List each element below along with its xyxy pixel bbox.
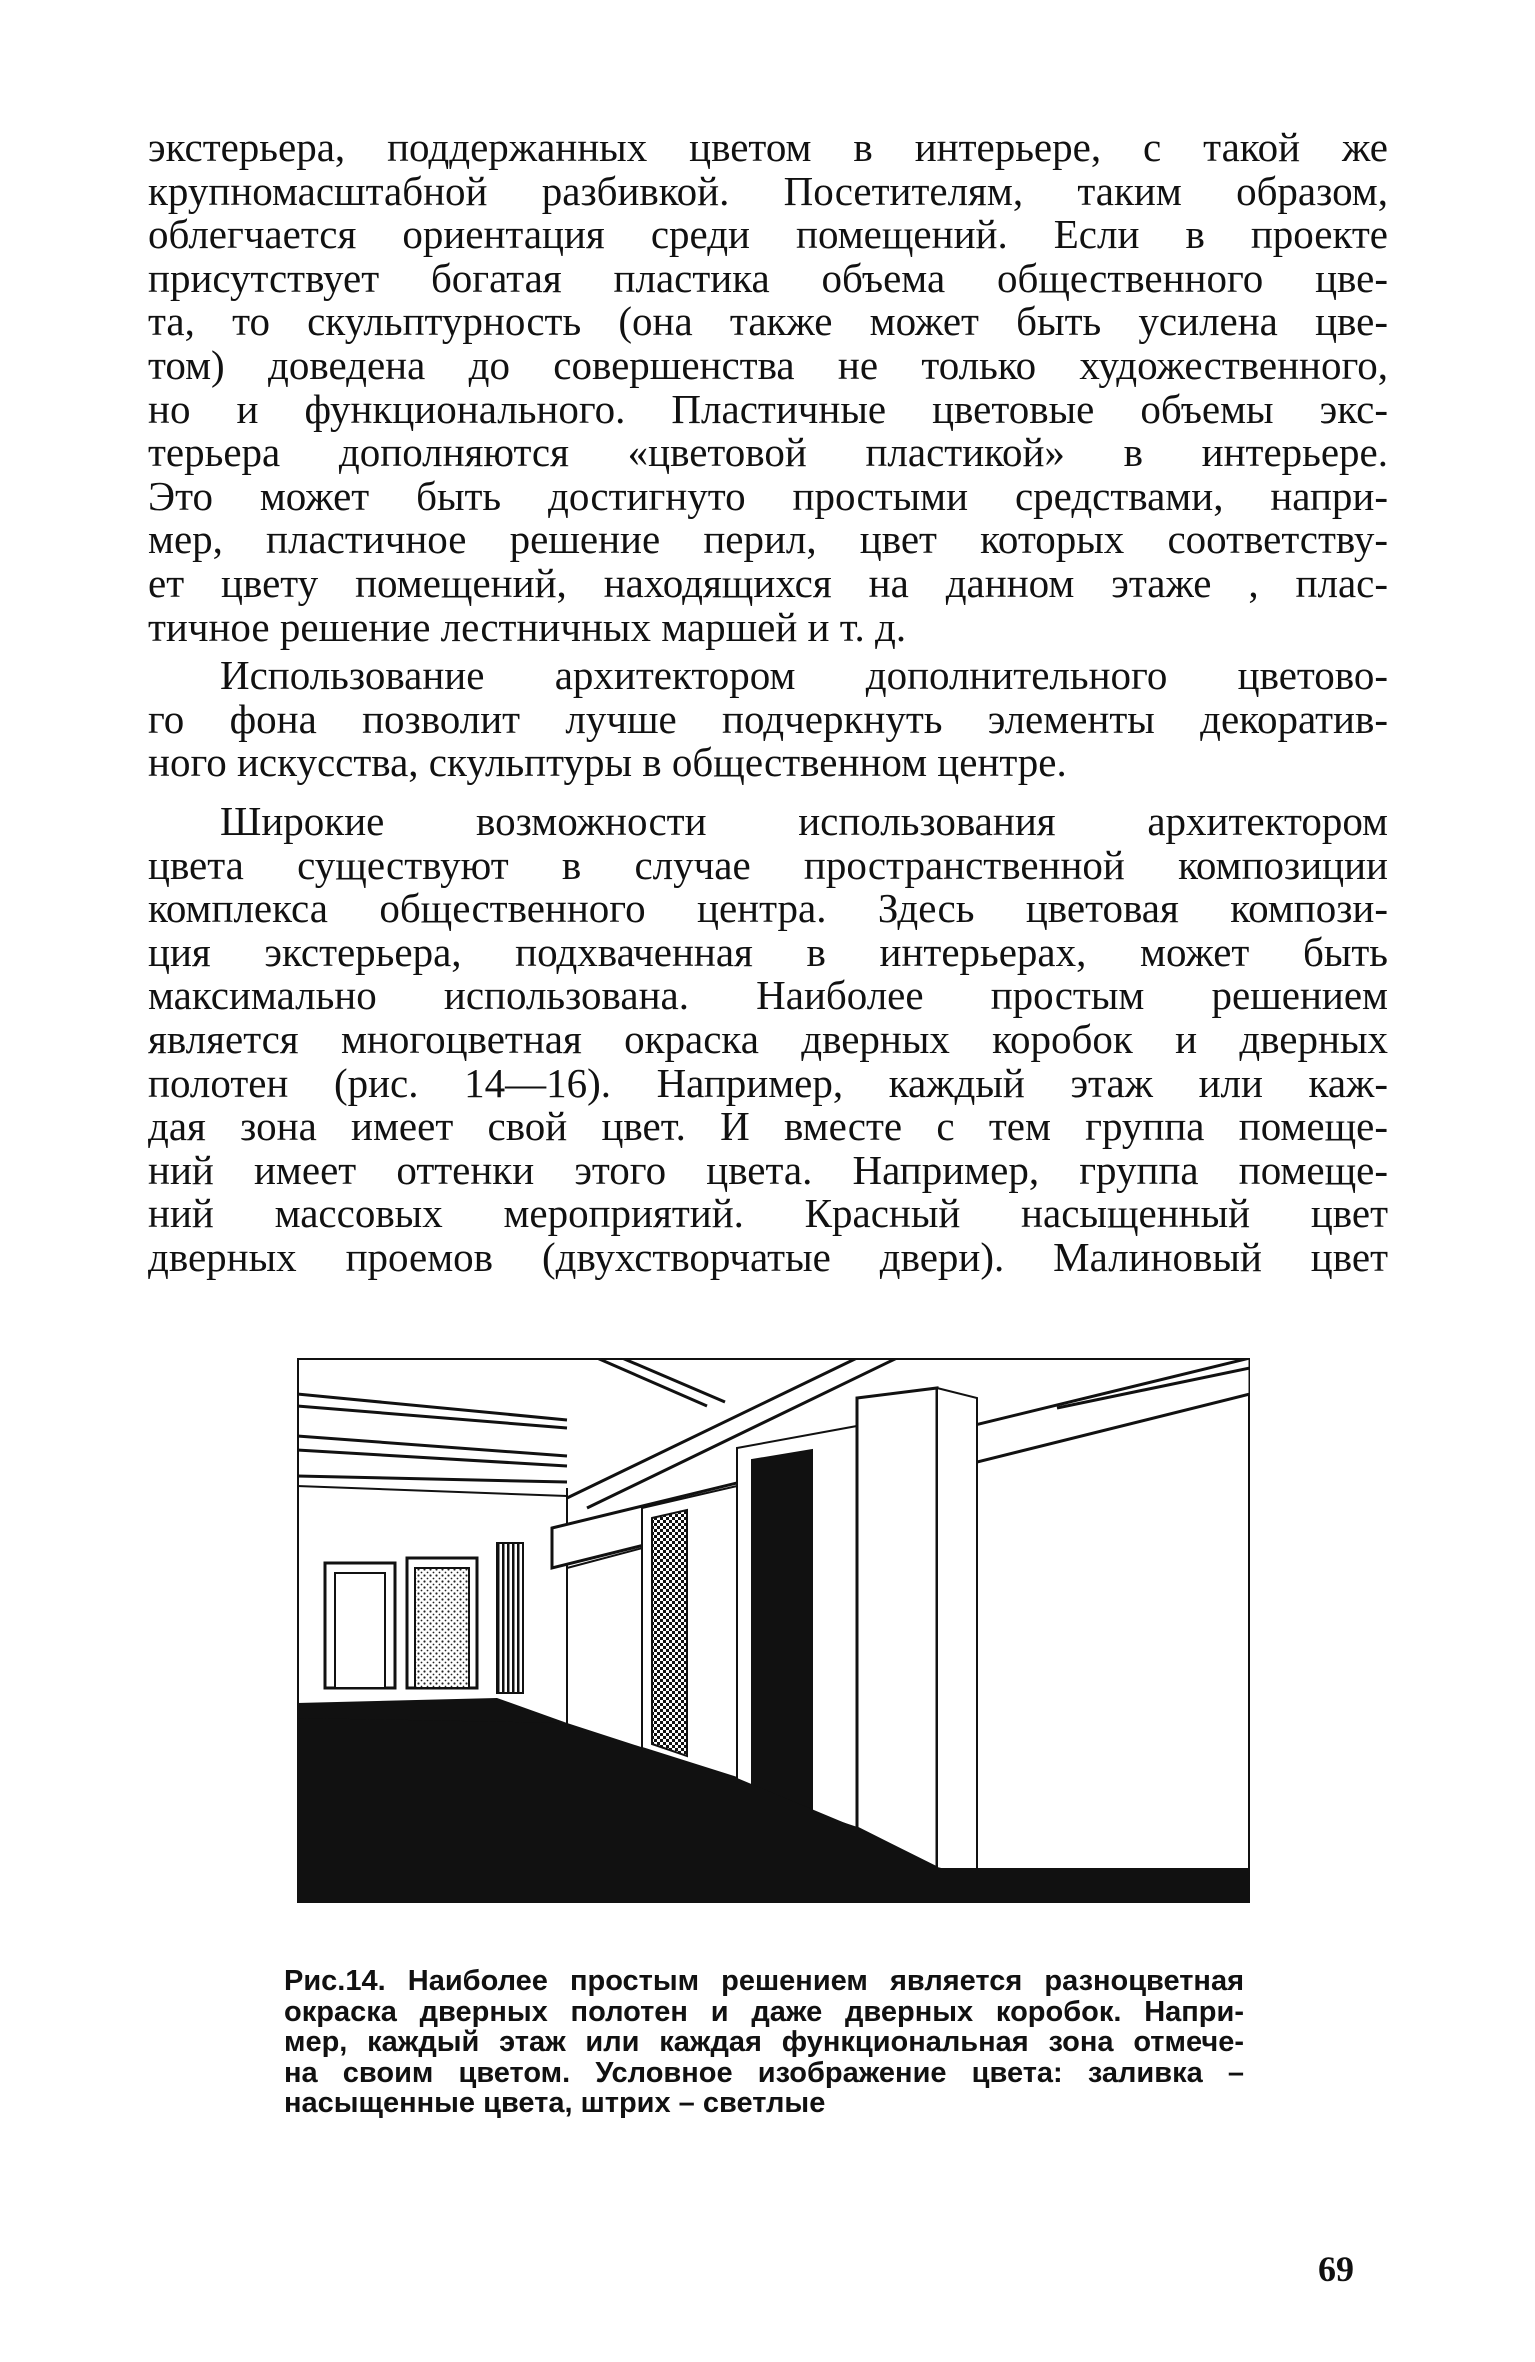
figure-14-illustration xyxy=(297,1358,1250,1903)
left-door-dotted xyxy=(407,1558,477,1688)
paragraph-3-line: является многоцветная окраска дверных коробок и дверных xyxy=(148,1015,1388,1062)
paragraph-1-line: ет цвету помещений, находящихся на данном этаже , плас- xyxy=(148,559,1388,606)
paragraph-3-line: дверных проемов (двухстворчатые двери). Малиновый цвет xyxy=(148,1233,1388,1280)
page-number: 69 xyxy=(1318,2249,1354,2289)
paragraph-2-line: го фона позволит лучше подчеркнуть элементы декоратив- xyxy=(148,695,1388,742)
paragraph-3-line: дая зона имеет свой цвет. И вместе с тем группа помеще- xyxy=(148,1103,1388,1150)
caption-line: насыщенные цвета, штрих – светлые xyxy=(284,2087,826,2119)
caption-line: мер, каждый этаж или каждая функциональная зона отмече- xyxy=(284,2026,1244,2058)
paragraph-3-line: ция экстерьера, подхваченная в интерьерах, может быть xyxy=(148,928,1388,975)
paragraph-1-line: но и функционального. Пластичные цветовые объемы экс- xyxy=(148,385,1388,432)
paragraph-1-line: Это может быть достигнуто простыми средствами, напри- xyxy=(148,472,1388,519)
paragraph-3-line: цвета существуют в случае пространственной композиции xyxy=(148,841,1388,888)
paragraph-3-line: комплекса общественного центра. Здесь цветовая компози- xyxy=(148,885,1388,932)
right-door-checkered xyxy=(642,1486,737,1778)
paragraph-1-line: терьера дополняются «цветовой пластикой» в интерьере. xyxy=(148,429,1388,476)
paragraph-3-line: Широкие возможности использования архитектором xyxy=(220,798,1388,844)
paragraph-1-line: присутствует богатая пластика объема общественного цве- xyxy=(148,254,1388,301)
left-door-plain xyxy=(325,1563,395,1688)
paragraph-3 xyxy=(148,800,1388,1280)
back-door-striped xyxy=(497,1543,523,1693)
paragraph-3-line: полотен (рис. 14—16). Например, каждый этаж или каж- xyxy=(148,1059,1388,1106)
figure-caption xyxy=(284,1966,1244,2119)
near-pillar xyxy=(857,1388,937,1868)
paragraph-1 xyxy=(148,126,1388,649)
paragraph-1-line: облегчается ориентация среди помещений. Если в проекте xyxy=(148,211,1388,258)
paragraph-1-line: экстерьера, поддержанных цветом в интерьере, с такой же xyxy=(148,124,1388,170)
paragraph-1-line: тичное решение лестничных маршей и т. д. xyxy=(148,603,907,650)
paragraph-1-line: том) доведена до совершенства не только художественного, xyxy=(148,341,1388,388)
caption-line: окраска дверных полотен и даже дверных коробок. Напри- xyxy=(284,1995,1244,2028)
paragraph-2 xyxy=(148,654,1388,785)
paragraph-2-line: ного искусства, скульптуры в общественном центре. xyxy=(148,739,1067,786)
paragraph-3-line: максимально использована. Наиболее простым решением xyxy=(148,972,1388,1019)
paragraph-1-line: мер, пластичное решение перил, цвет которых соответству- xyxy=(148,516,1388,563)
caption-line: Рис.14. Наиболее простым решением является разноцветная xyxy=(284,1965,1244,1997)
paragraph-3-line: ний массовых мероприятий. Красный насыщенный цвет xyxy=(148,1190,1388,1237)
paragraph-3-line: ний имеет оттенки этого цвета. Например, группа помеще- xyxy=(148,1146,1388,1193)
paragraph-1-line: крупномасштабной разбивкой. Посетителям, таким образом, xyxy=(148,167,1388,214)
paragraph-1-line: та, то скульптурность (она также может быть усилена цве- xyxy=(148,298,1388,345)
caption-line: на своим цветом. Условное изображение цвета: заливка – xyxy=(284,2056,1244,2089)
interior-perspective-drawing xyxy=(297,1358,1250,1903)
paragraph-2-line: Использование архитектором дополнительного цветово- xyxy=(220,652,1388,698)
right-door-dark xyxy=(737,1426,857,1828)
